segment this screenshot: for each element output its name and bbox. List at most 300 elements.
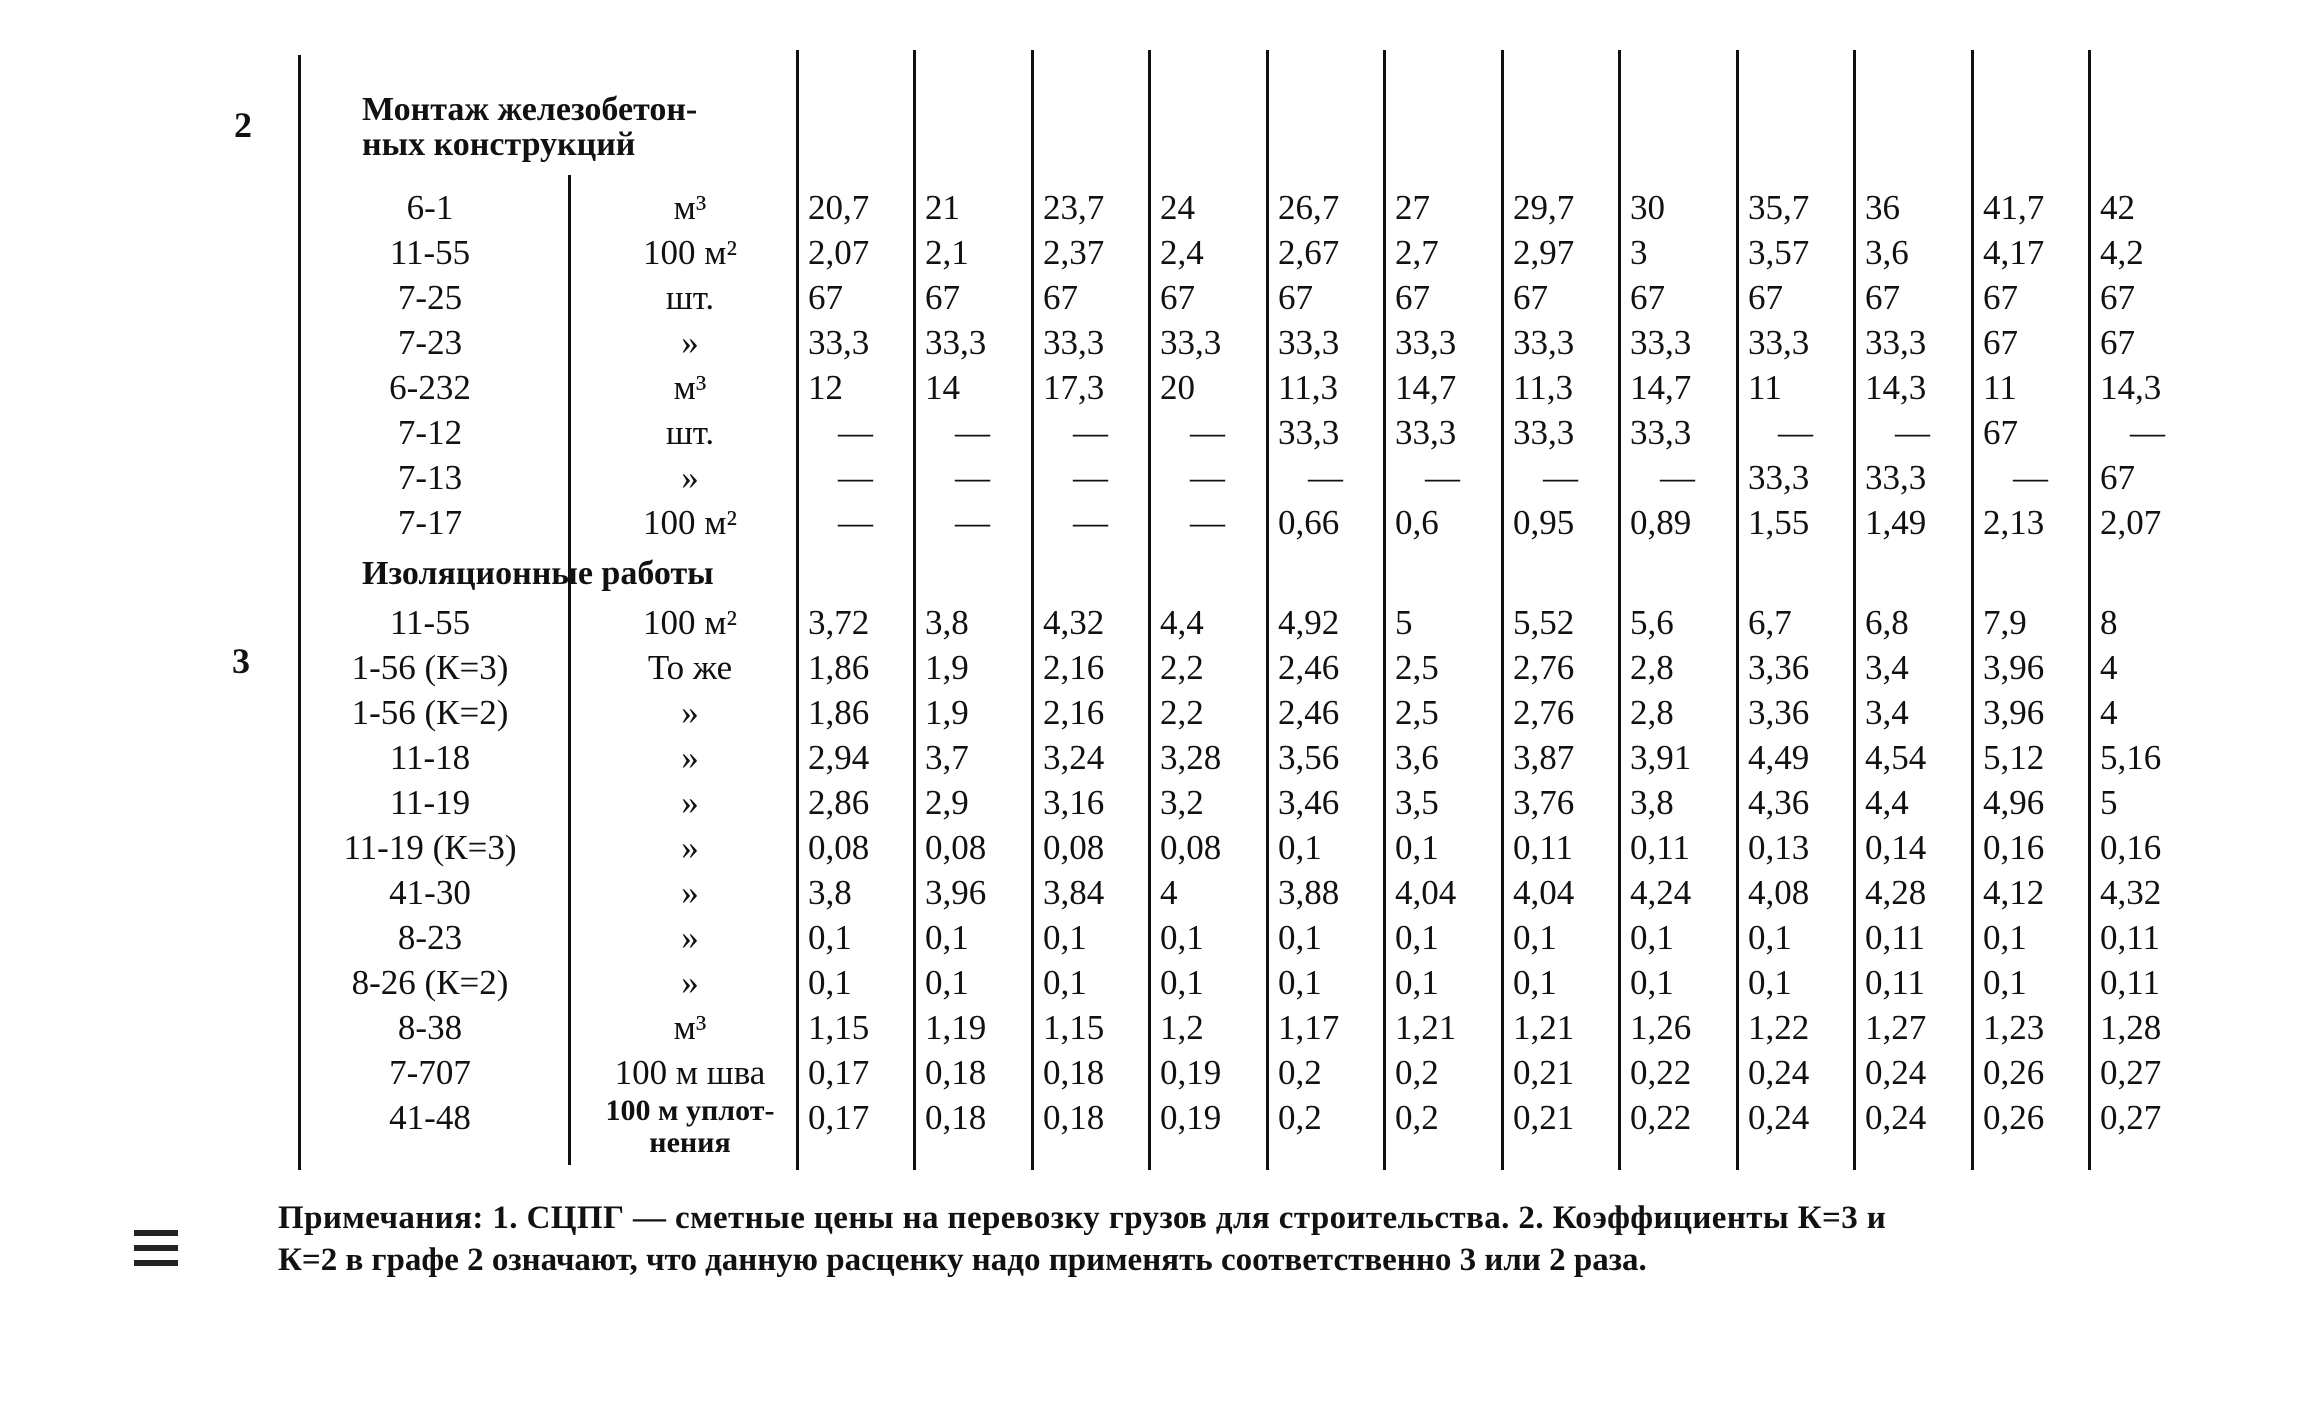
row-unit: » xyxy=(681,783,699,822)
table-cell: 3,7 xyxy=(925,738,969,777)
table-cell: 33,3 xyxy=(1630,413,1692,452)
table-cell: 2,2 xyxy=(1160,693,1204,732)
table-cell: 5,12 xyxy=(1983,738,2045,777)
table-cell: 2,07 xyxy=(808,233,870,272)
column-rule xyxy=(1971,50,1974,1170)
row-unit: » xyxy=(681,918,699,957)
table-cell: 0,11 xyxy=(1513,828,1573,867)
row-unit: м³ xyxy=(673,1008,707,1047)
table-cell: 0,1 xyxy=(1748,963,1792,1002)
table-cell: 5,52 xyxy=(1513,603,1575,642)
table-cell: — xyxy=(2130,413,2165,452)
table-cell: 3,96 xyxy=(1983,648,2045,687)
table-cell: 11 xyxy=(1748,368,1782,407)
table-cell: 4,08 xyxy=(1748,873,1810,912)
table-cell: 0,1 xyxy=(925,963,969,1002)
table-cell: 0,66 xyxy=(1278,503,1340,542)
row-unit: нения xyxy=(649,1126,731,1159)
section-number-2: 2 xyxy=(234,105,252,145)
table-cell: — xyxy=(1308,458,1343,497)
row-unit: » xyxy=(681,963,699,1002)
table-cell: 2,46 xyxy=(1278,648,1340,687)
section-title-izolyatsiya: Изоляционные работы xyxy=(362,555,714,592)
table-cell: 3,2 xyxy=(1160,783,1204,822)
table-cell: 0,2 xyxy=(1278,1098,1322,1137)
table-cell: 67 xyxy=(1983,323,2018,362)
table-cell: — xyxy=(838,413,873,452)
table-cell: 33,3 xyxy=(1395,413,1457,452)
table-cell: 33,3 xyxy=(1630,323,1692,362)
table-cell: 67 xyxy=(1043,278,1078,317)
row-code: 41-30 xyxy=(389,873,471,912)
table-cell: 4,04 xyxy=(1513,873,1575,912)
margin-mark xyxy=(134,1245,178,1251)
table-cell: 3,36 xyxy=(1748,693,1810,732)
table-cell: 0,1 xyxy=(1043,963,1087,1002)
table-cell: 33,3 xyxy=(1278,323,1340,362)
row-code: 11-55 xyxy=(389,603,471,642)
table-cell: 4,2 xyxy=(2100,233,2144,272)
table-cell: 1,19 xyxy=(925,1008,987,1047)
column-rule xyxy=(1266,50,1269,1170)
table-cell: 2,5 xyxy=(1395,648,1439,687)
row-unit: » xyxy=(681,458,699,497)
table-cell: 4,4 xyxy=(1865,783,1909,822)
row-code: 6-1 xyxy=(406,188,454,227)
table-cell: 14 xyxy=(925,368,960,407)
margin-mark xyxy=(134,1230,178,1236)
row-code: 6-232 xyxy=(389,368,471,407)
table-cell: 27 xyxy=(1395,188,1430,227)
row-unit: 100 м уплот- xyxy=(605,1094,775,1127)
column-rule xyxy=(1618,50,1621,1170)
table-cell: 0,16 xyxy=(2100,828,2162,867)
table-cell: 0,1 xyxy=(1513,918,1557,957)
table-cell: — xyxy=(1425,458,1460,497)
table-cell: 0,1 xyxy=(1278,918,1322,957)
table-cell: 4,04 xyxy=(1395,873,1457,912)
table-cell: 0,08 xyxy=(808,828,870,867)
table-cell: 11,3 xyxy=(1278,368,1338,407)
row-unit: » xyxy=(681,738,699,777)
table-cell: — xyxy=(2013,458,2048,497)
table-cell: 67 xyxy=(1983,413,2018,452)
table-cell: 3,28 xyxy=(1160,738,1222,777)
table-cell: — xyxy=(1073,503,1108,542)
notes-line-2: К=2 в графе 2 означают, что данную расценку надо применять соответственно 3 или 2 раза. xyxy=(278,1242,1647,1278)
table-cell: 0,1 xyxy=(1395,828,1439,867)
table-cell: 3,16 xyxy=(1043,783,1105,822)
table-cell: 0,11 xyxy=(2100,963,2160,1002)
row-unit: 100 м² xyxy=(643,503,737,542)
table-cell: 33,3 xyxy=(1748,323,1810,362)
table-cell: 0,24 xyxy=(1748,1098,1810,1137)
table-cell: 2,67 xyxy=(1278,233,1340,272)
table-cell: — xyxy=(955,413,990,452)
table-cell: 67 xyxy=(2100,458,2135,497)
table-cell: — xyxy=(1190,458,1225,497)
table-cell: 3,8 xyxy=(1630,783,1674,822)
table-cell: 12 xyxy=(808,368,843,407)
table-cell: 0,14 xyxy=(1865,828,1927,867)
table-cell: 0,1 xyxy=(1513,963,1557,1002)
table-cell: 2,86 xyxy=(808,783,870,822)
table-cell: 1,26 xyxy=(1630,1008,1692,1047)
table-cell: 33,3 xyxy=(1395,323,1457,362)
table-cell: 17,3 xyxy=(1043,368,1105,407)
table-cell: 1,21 xyxy=(1395,1008,1457,1047)
table-cell: 0,11 xyxy=(1630,828,1690,867)
row-unit: шт. xyxy=(665,278,715,317)
table-cell: 3,24 xyxy=(1043,738,1105,777)
table-cell: 3,46 xyxy=(1278,783,1340,822)
table-cell: 2,2 xyxy=(1160,648,1204,687)
row-unit: м³ xyxy=(673,188,707,227)
table-cell: 33,3 xyxy=(1865,458,1927,497)
table-cell: — xyxy=(1073,458,1108,497)
table-cell: 5 xyxy=(1395,603,1413,642)
table-cell: 1,21 xyxy=(1513,1008,1575,1047)
table-cell: 67 xyxy=(1865,278,1900,317)
table-cell: 1,86 xyxy=(808,648,870,687)
table-cell: 0,24 xyxy=(1748,1053,1810,1092)
table-cell: 3,57 xyxy=(1748,233,1810,272)
table-cell: 33,3 xyxy=(1160,323,1222,362)
table-cell: 35,7 xyxy=(1748,188,1810,227)
row-unit: 100 м шва xyxy=(614,1053,766,1092)
table-cell: — xyxy=(1073,413,1108,452)
table-cell: — xyxy=(838,503,873,542)
table-cell: 2,1 xyxy=(925,233,969,272)
column-rule xyxy=(1853,50,1856,1170)
table-cell: 2,8 xyxy=(1630,648,1674,687)
table-cell: 30 xyxy=(1630,188,1665,227)
table-cell: — xyxy=(955,503,990,542)
table-cell: 2,76 xyxy=(1513,648,1575,687)
table-cell: 7,9 xyxy=(1983,603,2027,642)
table-cell: 3,5 xyxy=(1395,783,1439,822)
table-cell: 4,96 xyxy=(1983,783,2045,822)
table-cell: 33,3 xyxy=(1865,323,1927,362)
table-cell: 0,27 xyxy=(2100,1098,2162,1137)
table-cell: 33,3 xyxy=(1513,413,1575,452)
table-cell: 41,7 xyxy=(1983,188,2045,227)
table-cell: 67 xyxy=(2100,323,2135,362)
table-cell: 0,11 xyxy=(2100,918,2160,957)
table-cell: 2,94 xyxy=(808,738,870,777)
table-cell: 21 xyxy=(925,188,960,227)
table-cell: 67 xyxy=(1395,278,1430,317)
table-cell: 0,1 xyxy=(1630,918,1674,957)
table-cell: 3,96 xyxy=(1983,693,2045,732)
table-cell: 1,2 xyxy=(1160,1008,1204,1047)
table-cell: 0,1 xyxy=(808,963,852,1002)
table-cell: 3 xyxy=(1630,233,1648,272)
table-cell: 1,49 xyxy=(1865,503,1927,542)
table-cell: — xyxy=(1778,413,1813,452)
table-cell: 4,17 xyxy=(1983,233,2045,272)
row-code: 11-19 xyxy=(389,783,471,822)
table-cell: 14,3 xyxy=(2100,368,2162,407)
row-unit: » xyxy=(681,873,699,912)
table-cell: 2,97 xyxy=(1513,233,1575,272)
table-cell: 1,15 xyxy=(1043,1008,1105,1047)
table-cell: 3,87 xyxy=(1513,738,1575,777)
table-cell: 2,5 xyxy=(1395,693,1439,732)
column-rule xyxy=(1736,50,1739,1170)
row-code: 11-19 (К=3) xyxy=(343,828,517,867)
table-cell: 1,22 xyxy=(1748,1008,1810,1047)
table-cell: 2,9 xyxy=(925,783,969,822)
table-cell: 3,8 xyxy=(808,873,852,912)
table-cell: 0,1 xyxy=(1395,918,1439,957)
table-cell: 5 xyxy=(2100,783,2118,822)
table-cell: 4,24 xyxy=(1630,873,1692,912)
table-cell: 4,92 xyxy=(1278,603,1340,642)
table-cell: 0,16 xyxy=(1983,828,2045,867)
table-cell: — xyxy=(1660,458,1695,497)
table-cell: 3,56 xyxy=(1278,738,1340,777)
table-cell: 4 xyxy=(2100,648,2118,687)
row-unit: шт. xyxy=(665,413,715,452)
row-code: 41-48 xyxy=(389,1098,471,1137)
table-cell: 0,2 xyxy=(1278,1053,1322,1092)
table-cell: 0,18 xyxy=(925,1053,987,1092)
table-cell: 2,13 xyxy=(1983,503,2045,542)
table-cell: 3,91 xyxy=(1630,738,1692,777)
table-cell: 0,21 xyxy=(1513,1098,1575,1137)
row-code: 1-56 (К=2) xyxy=(351,693,509,732)
margin-mark xyxy=(134,1260,178,1266)
column-rule xyxy=(1383,50,1386,1170)
row-code: 7-17 xyxy=(397,503,463,542)
table-cell: 0,1 xyxy=(808,918,852,957)
table-cell: 29,7 xyxy=(1513,188,1575,227)
table-cell: — xyxy=(1543,458,1578,497)
table-cell: 3,72 xyxy=(808,603,870,642)
table-cell: 0,17 xyxy=(808,1053,870,1092)
column-rule xyxy=(1501,50,1504,1170)
table-cell: 20 xyxy=(1160,368,1195,407)
table-cell: 3,36 xyxy=(1748,648,1810,687)
row-code: 1-56 (К=3) xyxy=(351,648,509,687)
table-cell: 0,11 xyxy=(1865,963,1925,1002)
table-cell: 67 xyxy=(1160,278,1195,317)
table-cell: 0,1 xyxy=(1630,963,1674,1002)
table-cell: 24 xyxy=(1160,188,1195,227)
table-cell: 1,27 xyxy=(1865,1008,1927,1047)
table-cell: — xyxy=(955,458,990,497)
table-cell: 67 xyxy=(1748,278,1783,317)
table-cell: 4,49 xyxy=(1748,738,1810,777)
table-cell: — xyxy=(1190,413,1225,452)
table-cell: 0,1 xyxy=(1983,963,2027,1002)
table-cell: 0,1 xyxy=(1278,963,1322,1002)
table-cell: 0,2 xyxy=(1395,1053,1439,1092)
table-cell: 2,8 xyxy=(1630,693,1674,732)
table-cell: 0,24 xyxy=(1865,1098,1927,1137)
table-cell: 4,36 xyxy=(1748,783,1810,822)
table-cell: 1,9 xyxy=(925,693,969,732)
table-cell: 23,7 xyxy=(1043,188,1105,227)
table-cell: 0,08 xyxy=(1043,828,1105,867)
table-cell: 0,95 xyxy=(1513,503,1575,542)
table-cell: 6,8 xyxy=(1865,603,1909,642)
table-cell: 67 xyxy=(2100,278,2135,317)
table-cell: 1,28 xyxy=(2100,1008,2162,1047)
table-cell: 42 xyxy=(2100,188,2135,227)
table-cell: 4,4 xyxy=(1160,603,1204,642)
table-cell: 67 xyxy=(925,278,960,317)
table-cell: 33,3 xyxy=(808,323,870,362)
row-code: 7-13 xyxy=(397,458,463,497)
table-cell: 0,13 xyxy=(1748,828,1810,867)
column-rule xyxy=(298,55,301,1170)
table-cell: 20,7 xyxy=(808,188,870,227)
table-cell: 0,24 xyxy=(1865,1053,1927,1092)
table-cell: — xyxy=(1190,503,1225,542)
row-code: 8-26 (К=2) xyxy=(351,963,509,1002)
table-cell: 0,1 xyxy=(1395,963,1439,1002)
row-code: 7-12 xyxy=(397,413,463,452)
table-cell: 0,08 xyxy=(1160,828,1222,867)
table-cell: 1,55 xyxy=(1748,503,1810,542)
table-cell: 1,15 xyxy=(808,1008,870,1047)
table-cell: 33,3 xyxy=(1748,458,1810,497)
row-code: 7-707 xyxy=(389,1053,471,1092)
table-cell: 33,3 xyxy=(925,323,987,362)
row-code: 11-55 xyxy=(389,233,471,272)
table-cell: 8 xyxy=(2100,603,2118,642)
table-cell: 67 xyxy=(808,278,843,317)
table-cell: 4,54 xyxy=(1865,738,1927,777)
table-cell: 3,88 xyxy=(1278,873,1340,912)
table-cell: 67 xyxy=(1630,278,1665,317)
table-cell: 0,1 xyxy=(1160,963,1204,1002)
table-cell: 2,16 xyxy=(1043,693,1105,732)
row-code: 8-38 xyxy=(397,1008,463,1047)
table-cell: 5,16 xyxy=(2100,738,2162,777)
table-cell: — xyxy=(838,458,873,497)
section-number-3: 3 xyxy=(232,641,250,681)
section-title-montazh xyxy=(362,92,697,162)
table-cell: 4,28 xyxy=(1865,873,1927,912)
table-cell: 26,7 xyxy=(1278,188,1340,227)
column-rule xyxy=(1148,50,1151,1170)
table-cell: 33,3 xyxy=(1278,413,1340,452)
table-cell: 0,11 xyxy=(1865,918,1925,957)
table-cell: 1,23 xyxy=(1983,1008,2045,1047)
table-cell: 4 xyxy=(1160,873,1178,912)
table-cell: 2,07 xyxy=(2100,503,2162,542)
table-cell: 3,6 xyxy=(1395,738,1439,777)
table-cell: 1,9 xyxy=(925,648,969,687)
table-cell: 2,46 xyxy=(1278,693,1340,732)
table-cell: 0,19 xyxy=(1160,1098,1222,1137)
row-unit: » xyxy=(681,828,699,867)
table-cell: 2,4 xyxy=(1160,233,1204,272)
table-cell: 5,6 xyxy=(1630,603,1674,642)
row-code: 11-18 xyxy=(389,738,471,777)
table-cell: 0,1 xyxy=(1748,918,1792,957)
table-cell: 4,12 xyxy=(1983,873,2045,912)
table-cell: 11,3 xyxy=(1513,368,1573,407)
row-unit: 100 м² xyxy=(643,603,737,642)
table-cell: 1,17 xyxy=(1278,1008,1340,1047)
table-cell: 0,22 xyxy=(1630,1053,1692,1092)
table-cell: 0,19 xyxy=(1160,1053,1222,1092)
notes-line-1: Примечания: 1. СЦПГ — сметные цены на перевозку грузов для строительства. 2. Коэффициенты К=3 и xyxy=(278,1200,1887,1236)
table-cell: 14,3 xyxy=(1865,368,1927,407)
section-title-line: Монтаж железобетон- xyxy=(362,91,698,128)
table-cell: 0,1 xyxy=(1160,918,1204,957)
table-cell: 0,17 xyxy=(808,1098,870,1137)
row-code: 7-23 xyxy=(397,323,463,362)
column-rule xyxy=(796,50,799,1170)
table-cell: 0,08 xyxy=(925,828,987,867)
table-cell: 11 xyxy=(1983,368,2017,407)
table-cell: 6,7 xyxy=(1748,603,1792,642)
table-cell: 4,32 xyxy=(1043,603,1105,642)
table-cell: 67 xyxy=(1513,278,1548,317)
table-cell: 0,18 xyxy=(925,1098,987,1137)
row-unit: » xyxy=(681,323,699,362)
table-cell: 3,96 xyxy=(925,873,987,912)
row-unit: 100 м² xyxy=(643,233,737,272)
table-cell: 0,1 xyxy=(1983,918,2027,957)
table-cell: 0,26 xyxy=(1983,1098,2045,1137)
table-cell: 3,6 xyxy=(1865,233,1909,272)
table-cell: 0,1 xyxy=(1278,828,1322,867)
table-cell: 1,86 xyxy=(808,693,870,732)
table-cell: 4 xyxy=(2100,693,2118,732)
table-cell: 67 xyxy=(1983,278,2018,317)
table-cell: 3,84 xyxy=(1043,873,1105,912)
table-cell: 0,18 xyxy=(1043,1098,1105,1137)
table-cell: 0,18 xyxy=(1043,1053,1105,1092)
table-cell: 3,4 xyxy=(1865,648,1909,687)
table-cell: 0,21 xyxy=(1513,1053,1575,1092)
row-code: 8-23 xyxy=(397,918,463,957)
row-unit: » xyxy=(681,693,699,732)
table-cell: 0,6 xyxy=(1395,503,1439,542)
table-cell: 2,7 xyxy=(1395,233,1439,272)
table-cell: 14,7 xyxy=(1395,368,1457,407)
row-unit: м³ xyxy=(673,368,707,407)
row-unit: То же xyxy=(647,648,733,687)
table-cell: 0,1 xyxy=(1043,918,1087,957)
table-cell: 36 xyxy=(1865,188,1900,227)
table-cell: 0,1 xyxy=(925,918,969,957)
table-cell: 67 xyxy=(1278,278,1313,317)
column-rule xyxy=(1031,50,1034,1170)
table-cell: 2,76 xyxy=(1513,693,1575,732)
table-cell: 0,22 xyxy=(1630,1098,1692,1137)
column-rule xyxy=(2088,50,2091,1170)
table-cell: 0,89 xyxy=(1630,503,1692,542)
table-cell: 33,3 xyxy=(1043,323,1105,362)
table-cell: 2,37 xyxy=(1043,233,1105,272)
column-rule xyxy=(913,50,916,1170)
table-cell: 0,26 xyxy=(1983,1053,2045,1092)
table-cell: — xyxy=(1895,413,1930,452)
table-cell: 2,16 xyxy=(1043,648,1105,687)
table-cell: 0,2 xyxy=(1395,1098,1439,1137)
table-cell: 0,27 xyxy=(2100,1053,2162,1092)
column-rule xyxy=(568,175,571,1165)
table-cell: 4,32 xyxy=(2100,873,2162,912)
table-cell: 3,8 xyxy=(925,603,969,642)
